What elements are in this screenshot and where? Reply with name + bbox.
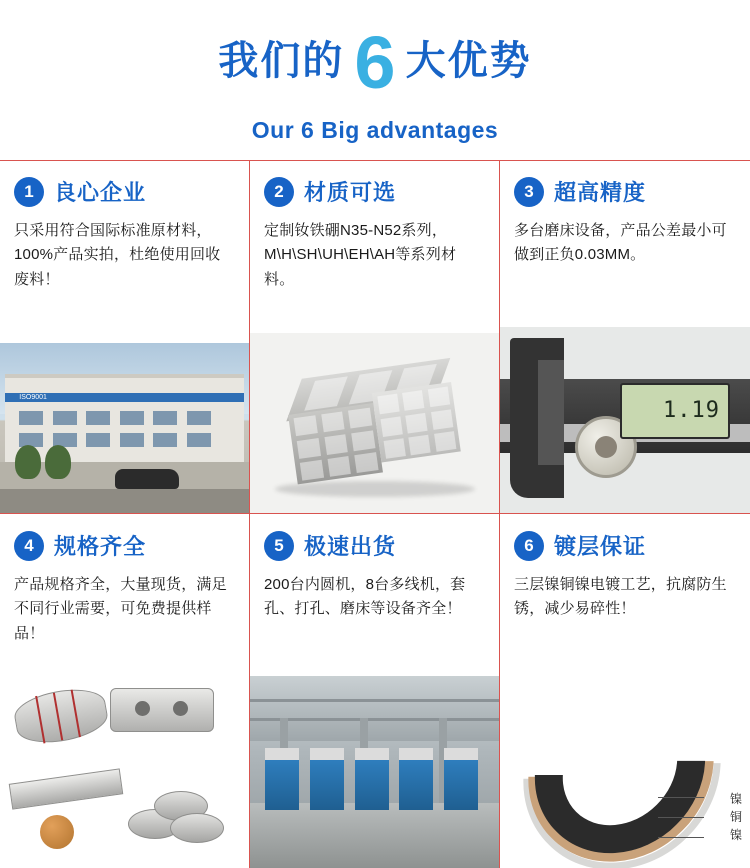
advantage-4-title: 规格齐全 [54,534,147,559]
advantage-2-title: 材质可选 [304,180,397,205]
advantage-2-badge: 2 [264,177,294,207]
advantage-5-head [264,530,485,561]
layer-label-1: 镍 [729,791,742,806]
layer-label-2: 铜 [729,809,742,824]
poster-header [0,0,750,160]
advantage-6-title: 镀层保证 [554,534,647,559]
digital-caliper-photo [500,327,750,513]
page-subtitle: Our 6 Big advantages [251,116,499,143]
advantage-1-head [14,176,235,207]
advantage-1-title: 良心企业 [54,180,147,205]
title-prefix: 我们的 [218,39,345,84]
advantages-grid [0,160,750,868]
advantage-card-3 [500,160,750,514]
advantage-4-badge: 4 [14,531,44,561]
coating-cross-section-photo [500,672,750,868]
advantage-2-text: 定制钕铁硼N35-N52系列，M\H\SH\UH\EH\AH等系列材料。 [264,222,457,288]
magnet-assortment-photo [0,676,249,868]
factory-sign-text: ISO9001 [19,394,47,402]
advantage-card-6 [500,514,750,868]
factory-building-photo [0,343,249,513]
advantage-6-head [514,530,736,561]
advantage-card-5 [250,514,500,868]
advantage-1-text: 只采用符合国际标准原材料，100%产品实拍，杜绝使用回收废料！ [14,222,221,288]
caliper-reading: 1.19 [663,398,720,424]
caliper-display [620,383,730,439]
advantage-4-head [14,530,235,561]
advantage-6-badge: 6 [514,531,544,561]
advantage-1-badge: 1 [14,177,44,207]
advantage-3-badge: 3 [514,177,544,207]
layer-label-3: 镍 [729,827,742,842]
advantage-card-1 [0,160,250,514]
advantage-6-text: 三层镍铜镍电镀工艺，抗腐防生锈，减少易碎性！ [514,576,727,618]
magnet-cube-photo [250,333,499,513]
advantage-card-2 [250,160,500,514]
coating-layer-labels [730,790,742,844]
advantage-5-badge: 5 [264,531,294,561]
title-number: 6 [354,21,396,104]
advantage-5-title: 极速出货 [304,534,397,559]
advantage-4-text: 产品规格齐全，大量现货，满足不同行业需要，可免费提供样品！ [14,576,227,642]
advantage-3-text: 多台磨床设备，产品公差最小可做到正负0.03MM。 [514,222,727,264]
title-suffix: 大优势 [405,39,532,84]
coin-for-scale [40,815,74,849]
workshop-machines-photo [250,676,499,868]
advantage-3-title: 超高精度 [554,180,647,205]
advantage-5-text: 200台内圆机，8台多线机，套孔、打孔、磨床等设备齐全！ [264,576,466,618]
advantage-3-head [514,176,736,207]
page-title [0,21,750,104]
advantage-2-head [264,176,485,207]
advantage-card-4 [0,514,250,868]
